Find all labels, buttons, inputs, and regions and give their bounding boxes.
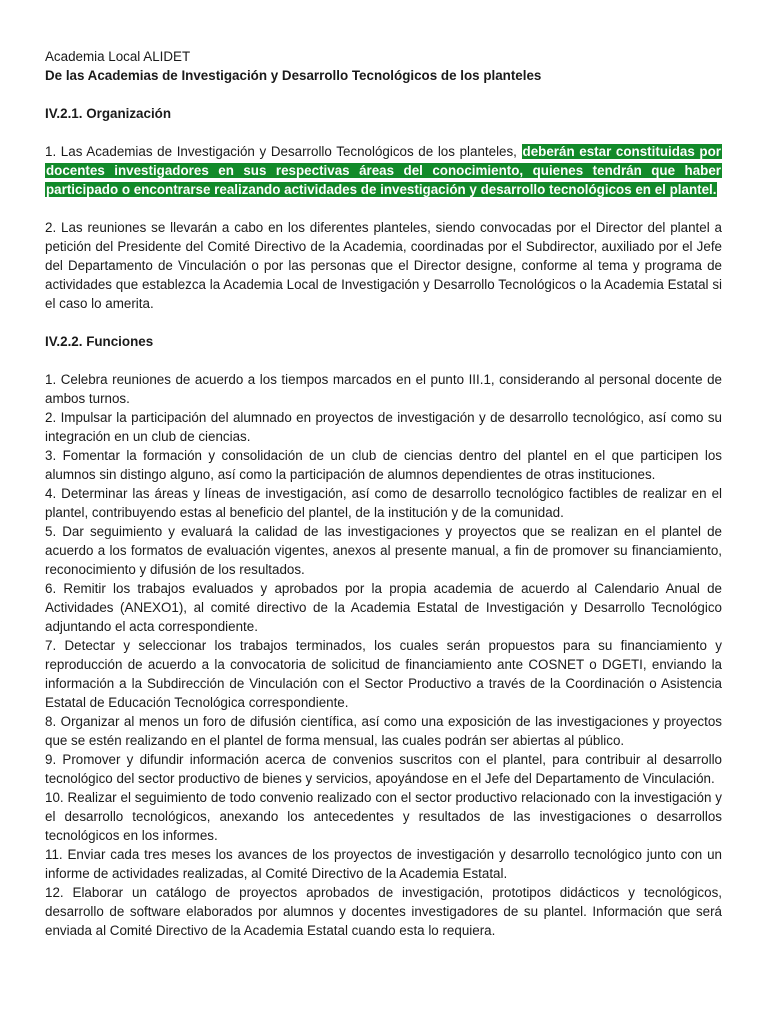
list-item: 10. Realizar el seguimiento de todo convenio realizado con el sector productivo relacionado con la investigación y el desarrollo tecnológicos, anexando los antecedentes y resultados de las investigaciones o desarrollos tecnológicos en los informes. [45,790,722,843]
list-item: 3. Fomentar la formación y consolidación de un club de ciencias dentro del plantel en el que participen los alumnos sin distingo alguno, así como la participación de alumnos dependientes de otras instituciones. [45,448,722,482]
spacer [45,199,722,218]
document-page [45,47,722,940]
paragraph-organizacion-2: 2. Las reuniones se llevarán a cabo en los diferentes planteles, siendo convocadas por el Director del plantel a petición del Presidente del Comité Directivo de la Academia, coordinadas por el Subdirector, auxiliado por el Jefe del Departamento de Vinculación o por las personas que el Director designe, conforme al tema y programa de actividades que establezca la Academia Local de Investigación y Desarrollo Tecnológicos o la Academia Estatal si el caso lo amerita. [45,220,722,311]
list-item: 1. Celebra reuniones de acuerdo a los tiempos marcados en el punto III.1, considerando al personal docente de ambos turnos. [45,372,722,406]
section-heading-organizacion: IV.2.1. Organización [45,106,172,121]
paragraph-plain-text: 1. Las Academias de Investigación y Desarrollo Tecnológicos de los planteles, [45,144,522,159]
spacer [45,123,722,142]
funciones-list [45,370,722,940]
document-title: De las Academias de Investigación y Desarrollo Tecnológicos de los planteles [45,68,542,83]
list-item: 4. Determinar las áreas y líneas de investigación, así como de desarrollo tecnológico factibles de realizar en el plantel, contribuyendo estas al beneficio del plantel, de la institución y de la comunidad. [45,486,722,520]
paragraph-organizacion-1 [45,142,722,199]
list-item: 11. Enviar cada tres meses los avances de los proyectos de investigación y desarrollo tecnológico junto con un informe de actividades realizadas, al Comité Directivo de la Academia Estatal. [45,847,722,881]
list-item: 12. Elaborar un catálogo de proyectos aprobados de investigación, prototipos didácticos y tecnológicos, desarrollo de software elaborados por alumnos y docentes investigadores de su plantel. Información que será enviada al Comité Directivo de la Academia Estatal cuando esta lo requiera. [45,885,722,938]
spacer [45,351,722,370]
spacer [45,85,722,104]
list-item: 7. Detectar y seleccionar los trabajos terminados, los cuales serán propuestos para su financiamiento y reproducción de acuerdo a la convocatoria de solicitud de financiamiento ante COSNET o DGETI, enviando la información a la Subdirección de Vinculación con el Sector Productivo a través de la Coordinación o Asistencia Estatal de Educación Tecnológica correspondiente. [45,638,722,710]
list-item: 2. Impulsar la participación del alumnado en proyectos de investigación y de desarrollo tecnológico, así como su integración en un club de ciencias. [45,410,722,444]
list-item: 5. Dar seguimiento y evaluará la calidad de las investigaciones y proyectos que se realizan en el plantel de acuerdo a los formatos de evaluación vigentes, anexos al presente manual, a fin de promover su financiamiento, reconocimiento y difusión de los resultados. [45,524,722,577]
spacer [45,313,722,332]
list-item: 6. Remitir los trabajos evaluados y aprobados por la propia academia de acuerdo al Calendario Anual de Actividades (ANEXO1), al comité directivo de la Academia Estatal de Investigación y Desarrollo Tecnológico adjuntando el acta correspondiente. [45,581,722,634]
highlighted-text: deberán estar constituidas por docentes investigadores en sus respectivas áreas del conocimiento, quienes tendrán que haber participado o encontrarse realizando actividades de investigación y desarrollo tecnológicos en el plantel. [46,144,721,197]
section-heading-funciones: IV.2.2. Funciones [45,334,154,349]
document-org: Academia Local ALIDET [45,49,191,64]
list-item: 8. Organizar al menos un foro de difusión científica, así como una exposición de las investigaciones y proyectos que se estén realizando en el plantel de forma mensual, las cuales podrán ser abiertas al público. [45,714,722,748]
list-item: 9. Promover y difundir información acerca de convenios suscritos con el plantel, para contribuir al desarrollo tecnológico del sector productivo de bienes y servicios, apoyándose en el Jefe del Departamento de Vinculación. [45,752,722,786]
